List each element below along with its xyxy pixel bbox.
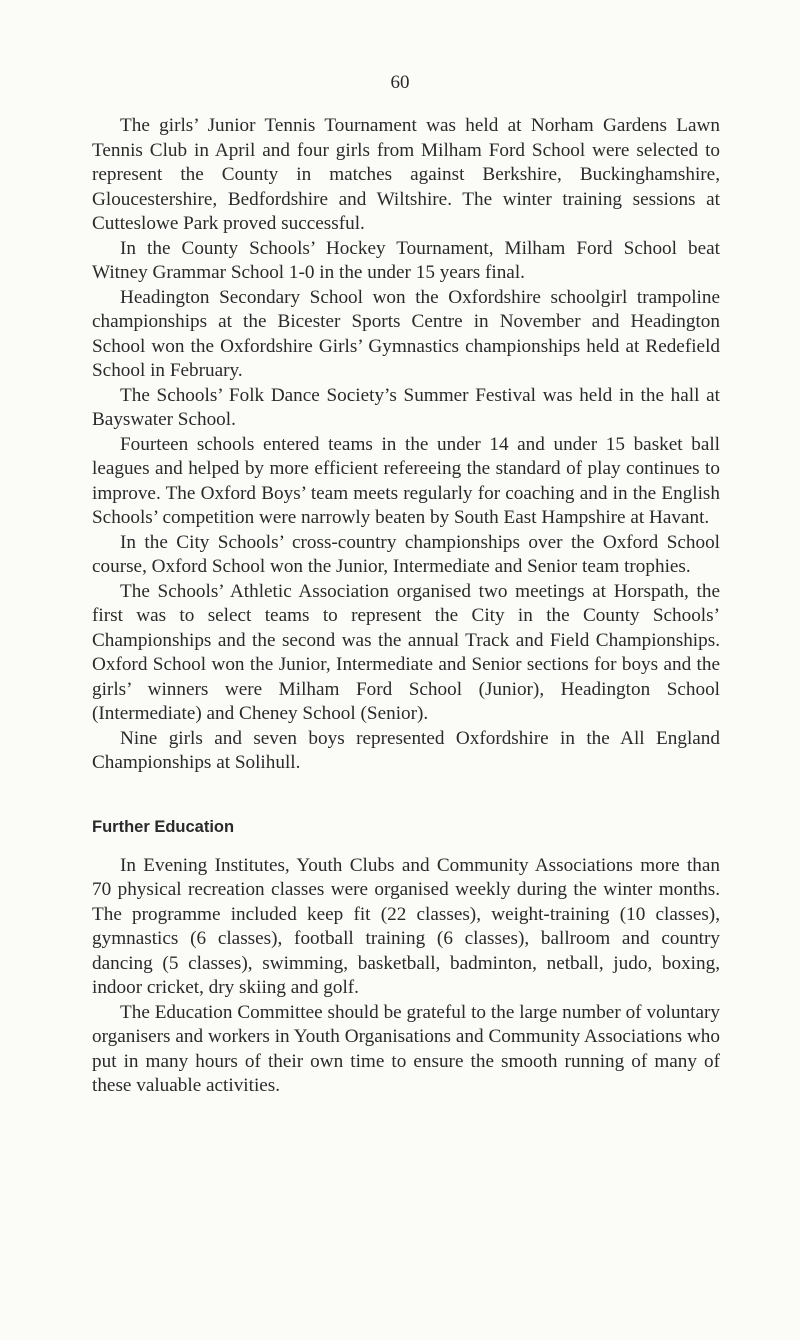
paragraph-folk-dance: The Schools’ Folk Dance Society’s Summer Festival was held in the hall at Bayswater School. <box>92 384 720 430</box>
section-heading-further-education: Further Education <box>92 817 235 836</box>
page-number: 60 <box>390 72 410 93</box>
paragraph-basketball: Fourteen schools entered teams in the under 14 and under 15 basket ball leagues and helped by more efficient refereeing the standard of play continues to improve. The Oxford Boys’ team meets regularly for coaching and in the English Schools’ competition were narrowly beaten by South East Hampshire at Havant. <box>92 433 720 528</box>
paragraph-athletics: The Schools’ Athletic Association organised two meetings at Horspath, the first was to select teams to represent the City in the County Schools’ Championships and the second was the annual Track and Field Championships. Oxford School won the Junior, Intermediate and Senior sections for boys and the girls’ winners were Milham Ford School (Junior), Headington School (Intermediate) and Cheney School (Senior). <box>92 580 720 724</box>
paragraph-cross-country: In the City Schools’ cross-country championships over the Oxford School course, Oxford School won the Junior, Intermediate and Senior team trophies. <box>92 531 720 577</box>
paragraph-hockey: In the County Schools’ Hockey Tournament, Milham Ford School beat Witney Grammar School 1-0 in the under 15 years final. <box>92 237 720 283</box>
paragraph-girls-tennis: The girls’ Junior Tennis Tournament was held at Norham Gardens Lawn Tennis Club in April and four girls from Milham Ford School were selected to represent the County in matches against Berkshire, Buckinghamshire, Gloucestershire, Bedfordshire and Wiltshire. The winter training sessions at Cutteslowe Park proved successful. <box>92 115 720 234</box>
paragraph-all-england: Nine girls and seven boys represented Oxfordshire in the All England Championships at Solihull. <box>92 727 720 773</box>
page-body <box>92 114 720 1099</box>
paragraph-trampoline-gymnastics: Headington Secondary School won the Oxfordshire schoolgirl trampoline championships at the Bicester Sports Centre in November and Headington School won the Oxfordshire Girls’ Gymnastics championships held at Redefield School in February. <box>92 286 720 381</box>
paragraph-evening-institutes: In Evening Institutes, Youth Clubs and Community Associations more than 70 physical recreation classes were organised weekly during the winter months. The programme included keep fit (22 classes), weight-training (10 classes), gymnastics (6 classes), football training (6 classes), ballroom and country dancing (5 classes), swimming, basketball, badminton, netball, judo, boxing, indoor cricket, dry skiing and golf. <box>92 854 720 998</box>
paragraph-voluntary-organisers: The Education Committee should be grateful to the large number of voluntary organisers and workers in Youth Organisations and Community Associations who put in many hours of their own time to ensure the smooth running of many of these valuable activities. <box>92 1001 720 1096</box>
